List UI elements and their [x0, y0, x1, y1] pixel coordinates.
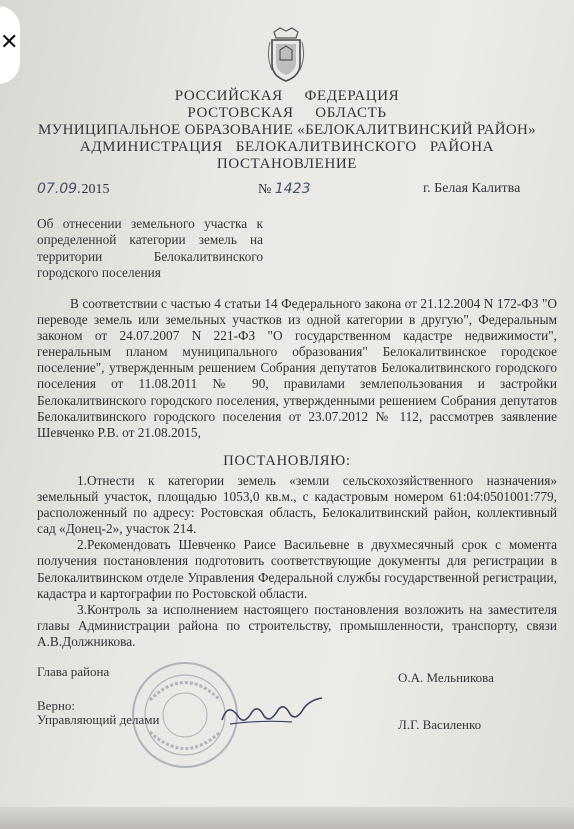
resolution-item-2: 2.Рекомендовать Шевченко Раисе Васильевне в двухмесячный срок с момента получения постановления подготовить соответствующие документы для регистрации в Белокалитвинском отделе Управления Федеральной службы государственной регистрации, кадастра и картографии по Ростовской области.: [37, 537, 557, 601]
header-administration: АДМИНИСТРАЦИЯ БЕЛОКАЛИТВИНСКОГО РАЙОНА: [79, 139, 495, 155]
date-year: 2015: [81, 182, 110, 197]
document-date: [37, 181, 110, 198]
close-icon[interactable]: ✕: [0, 30, 19, 55]
preamble-paragraph: [37, 296, 557, 441]
document-subject: Об отнесении земельного участка к определенной категории земель на территории Белокалитвинского городского поселения: [37, 216, 263, 280]
number-prefix: №: [258, 182, 272, 197]
handwritten-signature: [218, 690, 328, 740]
head-name: О.А. Мельникова: [398, 670, 494, 685]
coat-of-arms-emblem: [266, 26, 306, 84]
header-doc-type: ПОСТАНОВЛЕНИЕ: [216, 156, 358, 172]
header-country: РОССИЙСКАЯ ФЕДЕРАЦИЯ: [174, 88, 400, 104]
resolve-title: ПОСТАНОВЛЯЮ:: [223, 453, 351, 469]
header-region: РОСТОВСКАЯ ОБЛАСТЬ: [187, 105, 387, 121]
document-city: г. Белая Калитва: [423, 181, 521, 196]
close-overlay-button[interactable]: [0, 6, 20, 84]
page-bottom-edge: [0, 807, 574, 829]
manager-name: Л.Г. Василенко: [398, 717, 482, 732]
number-handwritten: 1423: [274, 181, 311, 197]
document-number: [258, 181, 311, 198]
resolution-items: [37, 473, 557, 650]
preamble-text: В соответствии с частью 4 статьи 14 Федерального закона от 21.12.2004 N 172-ФЗ "О переводе земель или земельных участков из одной категории в другую", Федеральным законом от 24.07.2007 N 221-ФЗ "О государственном кадастре недвижимости", генеральным планом муниципального образования" Белокалитвинское городское поселение", утвержденным решением Собрания депутатов Белокалитвинского городского поселения от 11.08.2011 № 90, правилами землепользования и застройки Белокалитвинского городского поселения, утвержденными решением Собрания депутатов Белокалитвинского городского поселения от 23.07.2012 № 112, рассмотрев заявление Шевченко Р.В. от 21.08.2015,: [37, 296, 557, 440]
resolution-item-1: 1.Отнести к категории земель «земли сельскохозяйственного назначения» земельный участок, площадью 1053,0 кв.м., с кадастровым номером 61:04:0501001:779, расположенный по адресу: Ростовская область, Белокалитвинский район, коллективный сад «Донец-2», участок 214.: [37, 473, 557, 537]
date-handwritten: 07.09.: [37, 181, 82, 197]
resolution-item-3: 3.Контроль за исполнением настоящего постановления возложить на заместителя главы Администрации района по строительству, промышленности, транспорту, связи А.В.Должникова.: [37, 601, 557, 649]
header-municipality: МУНИЦИПАЛЬНОЕ ОБРАЗОВАНИЕ «БЕЛОКАЛИТВИНСКИЙ РАЙОН»: [38, 122, 536, 138]
head-title: Глава района: [37, 664, 110, 679]
manager-title: Управляющий делами: [37, 712, 160, 727]
verified-label: Верно:: [37, 698, 76, 713]
